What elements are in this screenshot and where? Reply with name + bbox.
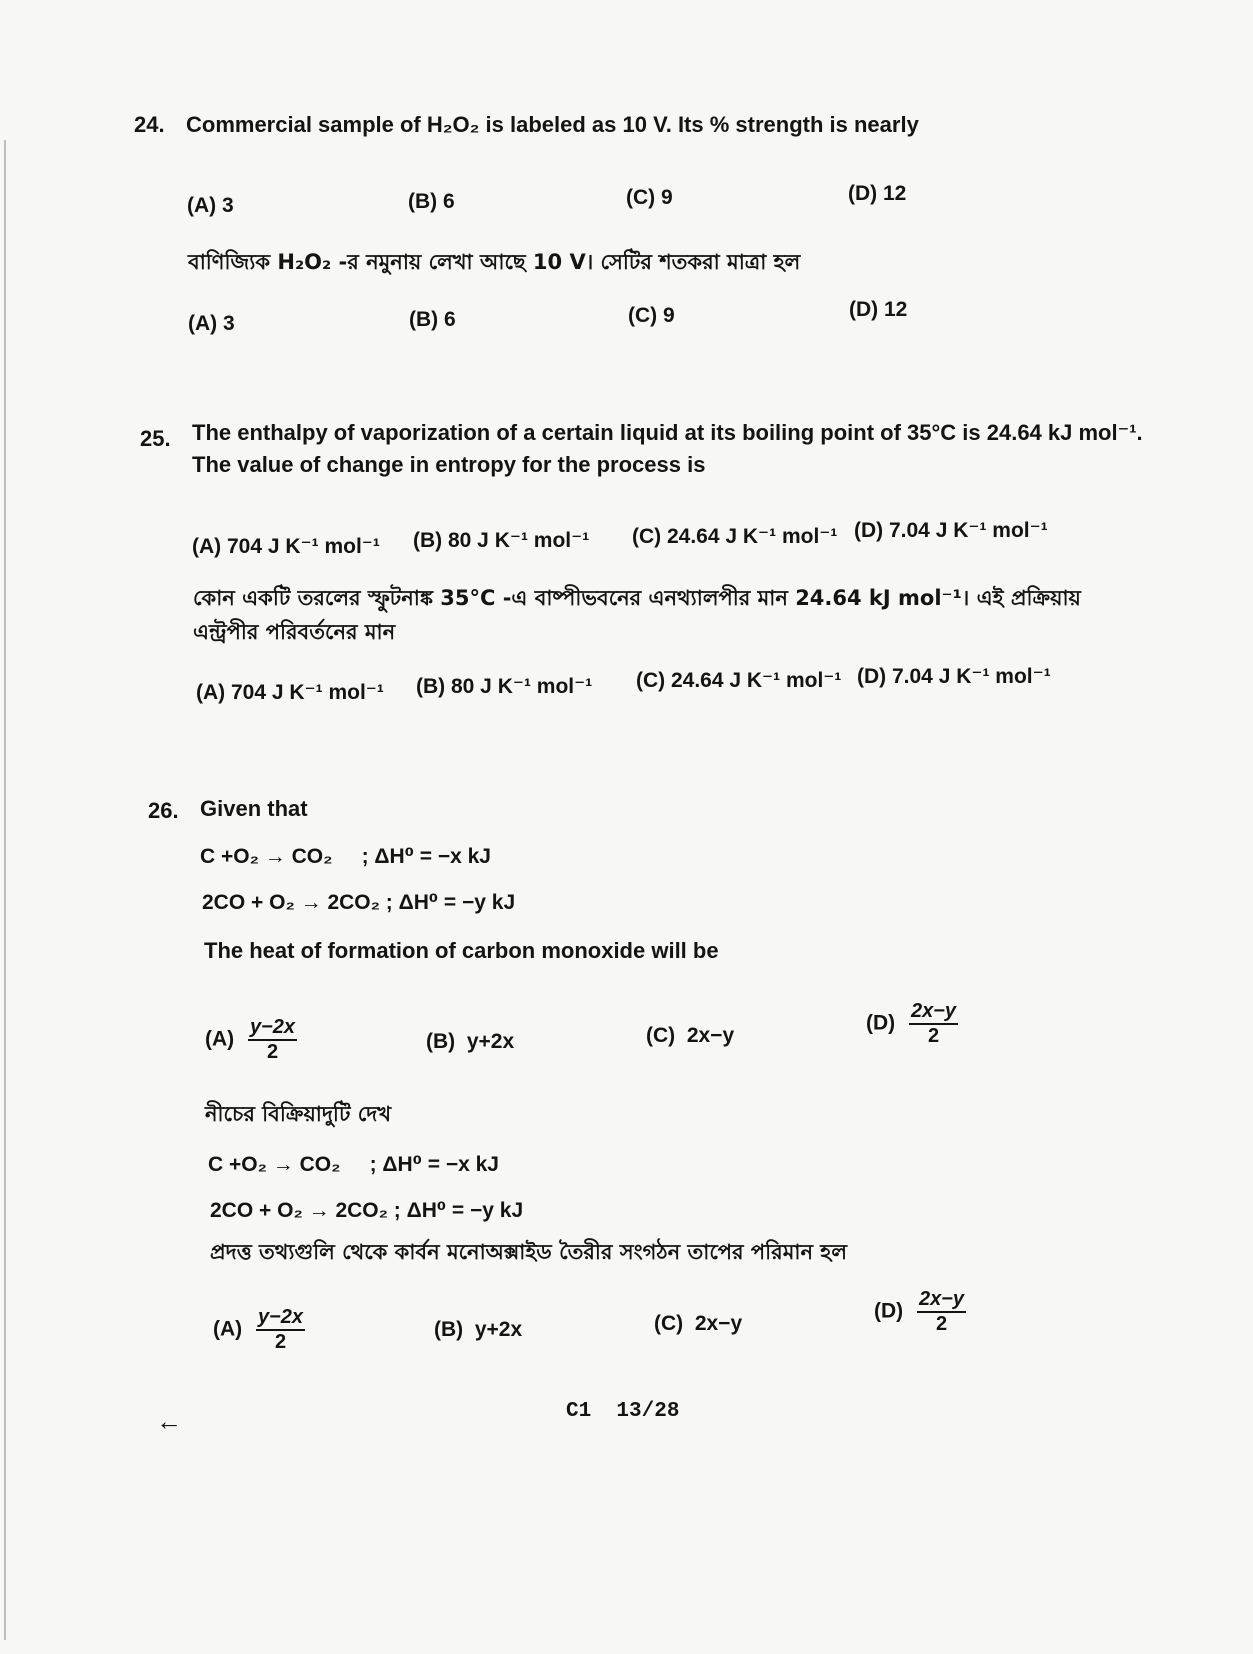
q26-bn-option-c: (C) 2x−y: [654, 1312, 743, 1335]
q26-option-a-denominator: 2: [266, 1041, 279, 1063]
q26-option-a: [205, 1016, 297, 1064]
q26-option-d-numerator: 2x−y: [909, 1000, 958, 1025]
q26-option-b: (B) y+2x: [426, 1030, 515, 1053]
q24-option-d: (D) 12: [848, 182, 907, 205]
q26-bn-option-d-label: (D): [874, 1299, 904, 1323]
q24-bn-option-a: (A) 3: [188, 312, 235, 335]
q26-option-a-numerator: y−2x: [248, 1016, 297, 1041]
q24-bn-option-c: (C) 9: [628, 304, 675, 327]
q24-option-b: (B) 6: [408, 190, 455, 213]
q25-text-en-line1: The enthalpy of vaporization of a certain liquid at its boiling point of 35°C is 24.64 kJ mol⁻¹.: [192, 420, 1143, 445]
q26-option-d-fraction: [909, 1000, 958, 1048]
q25-bn-option-d: (D) 7.04 J K⁻¹ mol⁻¹: [857, 665, 1051, 688]
q26-option-c: (C) 2x−y: [646, 1024, 735, 1047]
q26-bn-option-a: [213, 1306, 305, 1354]
q26-bn-option-d-denominator: 2: [935, 1313, 948, 1335]
q26-question-en: The heat of formation of carbon monoxide will be: [204, 938, 719, 963]
left-arrow-mark-icon: ←: [156, 1406, 182, 1436]
q25-text-bn-line2: এন্ট্রপীর পরিবর্তনের মান: [193, 620, 396, 644]
q26-given-bn: নীচের বিক্রিয়াদুটি দেখ: [205, 1102, 392, 1126]
q25-bn-option-a: (A) 704 J K⁻¹ mol⁻¹: [196, 681, 384, 704]
q26-number: 26.: [148, 798, 179, 823]
q24-bn-option-b: (B) 6: [409, 308, 456, 331]
q26-bn-option-d-fraction: [917, 1288, 966, 1336]
page-edge-line: [4, 140, 6, 1640]
q26-equation-2: 2CO + O₂ → 2CO₂ ; ΔH⁰ = −y kJ: [202, 891, 516, 914]
q24-text-bn: বাণিজ্যিক H₂O₂ -র নমুনায় লেখা আছে 10 V। সেটির শতকরা মাত্রা হল: [188, 250, 801, 274]
q26-bn-option-a-fraction: [256, 1306, 305, 1354]
q24-text-en: Commercial sample of H₂O₂ is labeled as 10 V. Its % strength is nearly: [186, 112, 919, 137]
q26-bn-equation-1: C +O₂ → CO₂ ; ΔH⁰ = −x kJ: [208, 1153, 499, 1176]
q24-option-c: (C) 9: [626, 186, 673, 209]
q26-question-bn: প্রদত্ত তথ্যগুলি থেকে কার্বন মনোঅক্সাইড তৈরীর সংগঠন তাপের পরিমান হল: [210, 1240, 847, 1264]
q24-number: 24.: [134, 112, 165, 137]
q26-bn-option-d-numerator: 2x−y: [917, 1288, 966, 1313]
q26-option-a-fraction: [248, 1016, 297, 1064]
q26-bn-option-a-label: (A): [213, 1317, 243, 1341]
q26-bn-equation-2: 2CO + O₂ → 2CO₂ ; ΔH⁰ = −y kJ: [210, 1199, 524, 1222]
q26-bn-option-d: [874, 1288, 966, 1336]
q26-bn-option-a-numerator: y−2x: [256, 1306, 305, 1331]
page-number: C1 13/28: [566, 1400, 680, 1423]
q26-bn-option-a-denominator: 2: [274, 1331, 287, 1353]
q24-option-a: (A) 3: [187, 194, 234, 217]
q25-option-a: (A) 704 J K⁻¹ mol⁻¹: [192, 535, 380, 558]
q25-bn-option-c: (C) 24.64 J K⁻¹ mol⁻¹: [636, 669, 842, 692]
q26-equation-1: C +O₂ → CO₂ ; ΔH⁰ = −x kJ: [200, 845, 491, 868]
q25-option-c: (C) 24.64 J K⁻¹ mol⁻¹: [632, 525, 838, 548]
q24-bn-option-d: (D) 12: [849, 298, 908, 321]
q25-bn-option-b: (B) 80 J K⁻¹ mol⁻¹: [416, 675, 593, 698]
q25-text-bn-line1: কোন একটি তরলের স্ফুটনাঙ্ক 35°C -এ বাষ্পীভবনের এনথ্যালপীর মান 24.64 kJ mol⁻¹। এই প্রক্রিয়ায়: [193, 586, 1081, 610]
q25-option-b: (B) 80 J K⁻¹ mol⁻¹: [413, 529, 590, 552]
q26-bn-option-b: (B) y+2x: [434, 1318, 523, 1341]
q25-text-en-line2: The value of change in entropy for the process is: [192, 452, 706, 477]
q25-option-d: (D) 7.04 J K⁻¹ mol⁻¹: [854, 519, 1048, 542]
q26-option-a-label: (A): [205, 1027, 235, 1051]
q25-number: 25.: [140, 426, 171, 451]
q26-given-en: Given that: [200, 796, 308, 821]
q26-option-d-label: (D): [866, 1011, 896, 1035]
q26-option-d: [866, 1000, 958, 1048]
q26-option-d-denominator: 2: [927, 1025, 940, 1047]
